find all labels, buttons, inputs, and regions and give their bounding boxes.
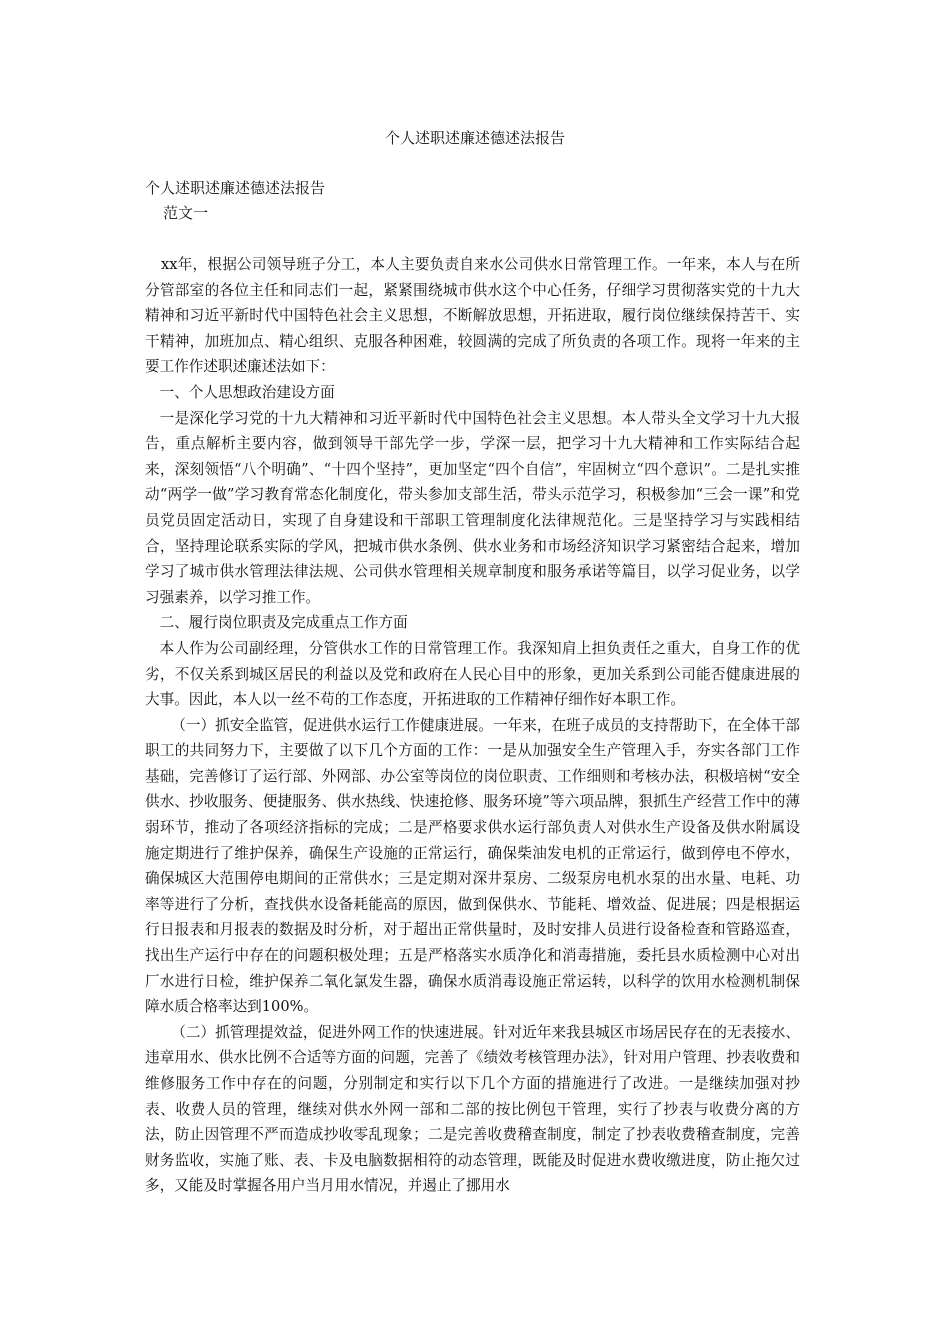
paragraph-duties: 本人作为公司副经理，分管供水工作的日常管理工作。我深知肩上担负责任之重大，自身工作的优劣，不仅关系到城区居民的利益以及党和政府在人民心目中的形象，更加关系到公司能否健康进展的大事。因此，本人以一丝不苟的工作态度，开拓进取的工作精神仔细作好本职工作。: [145, 639, 800, 709]
document-title: 个人述职述廉述德述法报告: [384, 129, 565, 147]
paragraph-politics: 一是深化学习党的十九大精神和习近平新时代中国特色社会主义思想。本人带头全文学习十九大报告，重点解析主要内容，做到领导干部先学一步，学深一层，把学习十九大精神和工作实际结合起来，深刻领悟“八个明确”、“十四个坚持”，更加坚定“四个自信”，牢固树立“四个意识”。二是扎实推动“两学一做”学习教育常态化制度化，带头参加支部生活，带头示范学习，积极参加“三会一课”和党员党员固定活动日，实现了自身建设和干部职工管理制度化法律规范化。三是坚持学习与实践相结合，坚持理论联系实际的学风，把城市供水条例、供水业务和市场经济知识学习紧密结合起来，增加学习了城市供水管理法律法规、公司供水管理相关规章制度和服务承诺等篇目，以学习促业务，以学习强素养，以学习推工作。: [145, 409, 800, 606]
paragraph-intro: xx年，根据公司领导班子分工，本人主要负责自来水公司供水日常管理工作。一年来，本人与在所分管部室的各位主任和同志们一起，紧紧围绕城市供水这个中心任务，仔细学习贯彻落实党的十九大精神和习近平新时代中国特色社会主义思想，不断解放思想，开拓进取，履行岗位继续保持苦干、实干精神，加班加点、精心组织、克服各种困难，较圆满的完成了所负责的各项工作。现将一年来的主要工作作述职述廉述法如下：: [145, 256, 800, 376]
document-body: [145, 252, 800, 1199]
document-subtitle: 个人述职述廉述德述法报告: [145, 179, 326, 197]
paragraph-management: （二）抓管理提效益，促进外网工作的快速进展。针对近年来我县城区市场居民存在的无表接水、违章用水、供水比例不合适等方面的问题，完善了《绩效考核管理办法》，针对用户管理、抄表收费和维修服务工作中存在的问题，分别制定和实行以下几个方面的措施进行了改进。一是继续加强对抄表、收费人员的管理，继续对供水外网一部和二部的按比例包干管理，实行了抄表与收费分离的方法，防止因管理不严而造成抄收零乱现象；二是完善收费稽查制度，制定了抄表收费稽查制度，完善财务监收，实施了账、表、卡及电脑数据相符的动态管理，既能及时促进水费收缴进度，防止拖欠过多，又能及时掌握各用户当月用水情况，并遏止了挪用水: [145, 1023, 800, 1195]
sample-label: 范文一: [163, 204, 209, 222]
paragraph-safety: （一）抓安全监管，促进供水运行工作健康进展。一年来，在班子成员的支持帮助下，在全体干部职工的共同努力下，主要做了以下几个方面的工作：一是从加强安全生产管理入手，夯实各部门工作基础，完善修订了运行部、外网部、办公室等岗位的岗位职责、工作细则和考核办法，积极培树“安全供水、抄收服务、便捷服务、供水热线、快速抢修、服务环境”等六项品牌，狠抓生产经营工作中的薄弱环节，推动了各项经济指标的完成；二是严格要求供水运行部负责人对供水生产设备及供水附属设施定期进行了维护保养，确保生产设施的正常运行，确保柴油发电机的正常运行，做到停电不停水，确保城区大范围停电期间的正常供水；三是定期对深井泵房、二级泵房电机水泵的出水量、电耗、功率等进行了分析，查找供水设备耗能高的原因，做到保供水、节能耗、增效益、促进展；四是根据运行日报表和月报表的数据及时分析，对于超出正常供量时，及时安排人员进行设备检查和管路巡查，找出生产运行中存在的问题积极处理；五是严格落实水质净化和消毒措施，委托县水质检测中心对出厂水进行日检，维护保养二氧化氯发生器，确保水质消毒设施正常运转，以科学的饮用水检测机制保障水质合格率达到100%。: [145, 716, 800, 1016]
section-heading-2: 二、履行岗位职责及完成重点工作方面: [159, 614, 408, 632]
section-heading-1: 一、个人思想政治建设方面: [159, 383, 335, 401]
